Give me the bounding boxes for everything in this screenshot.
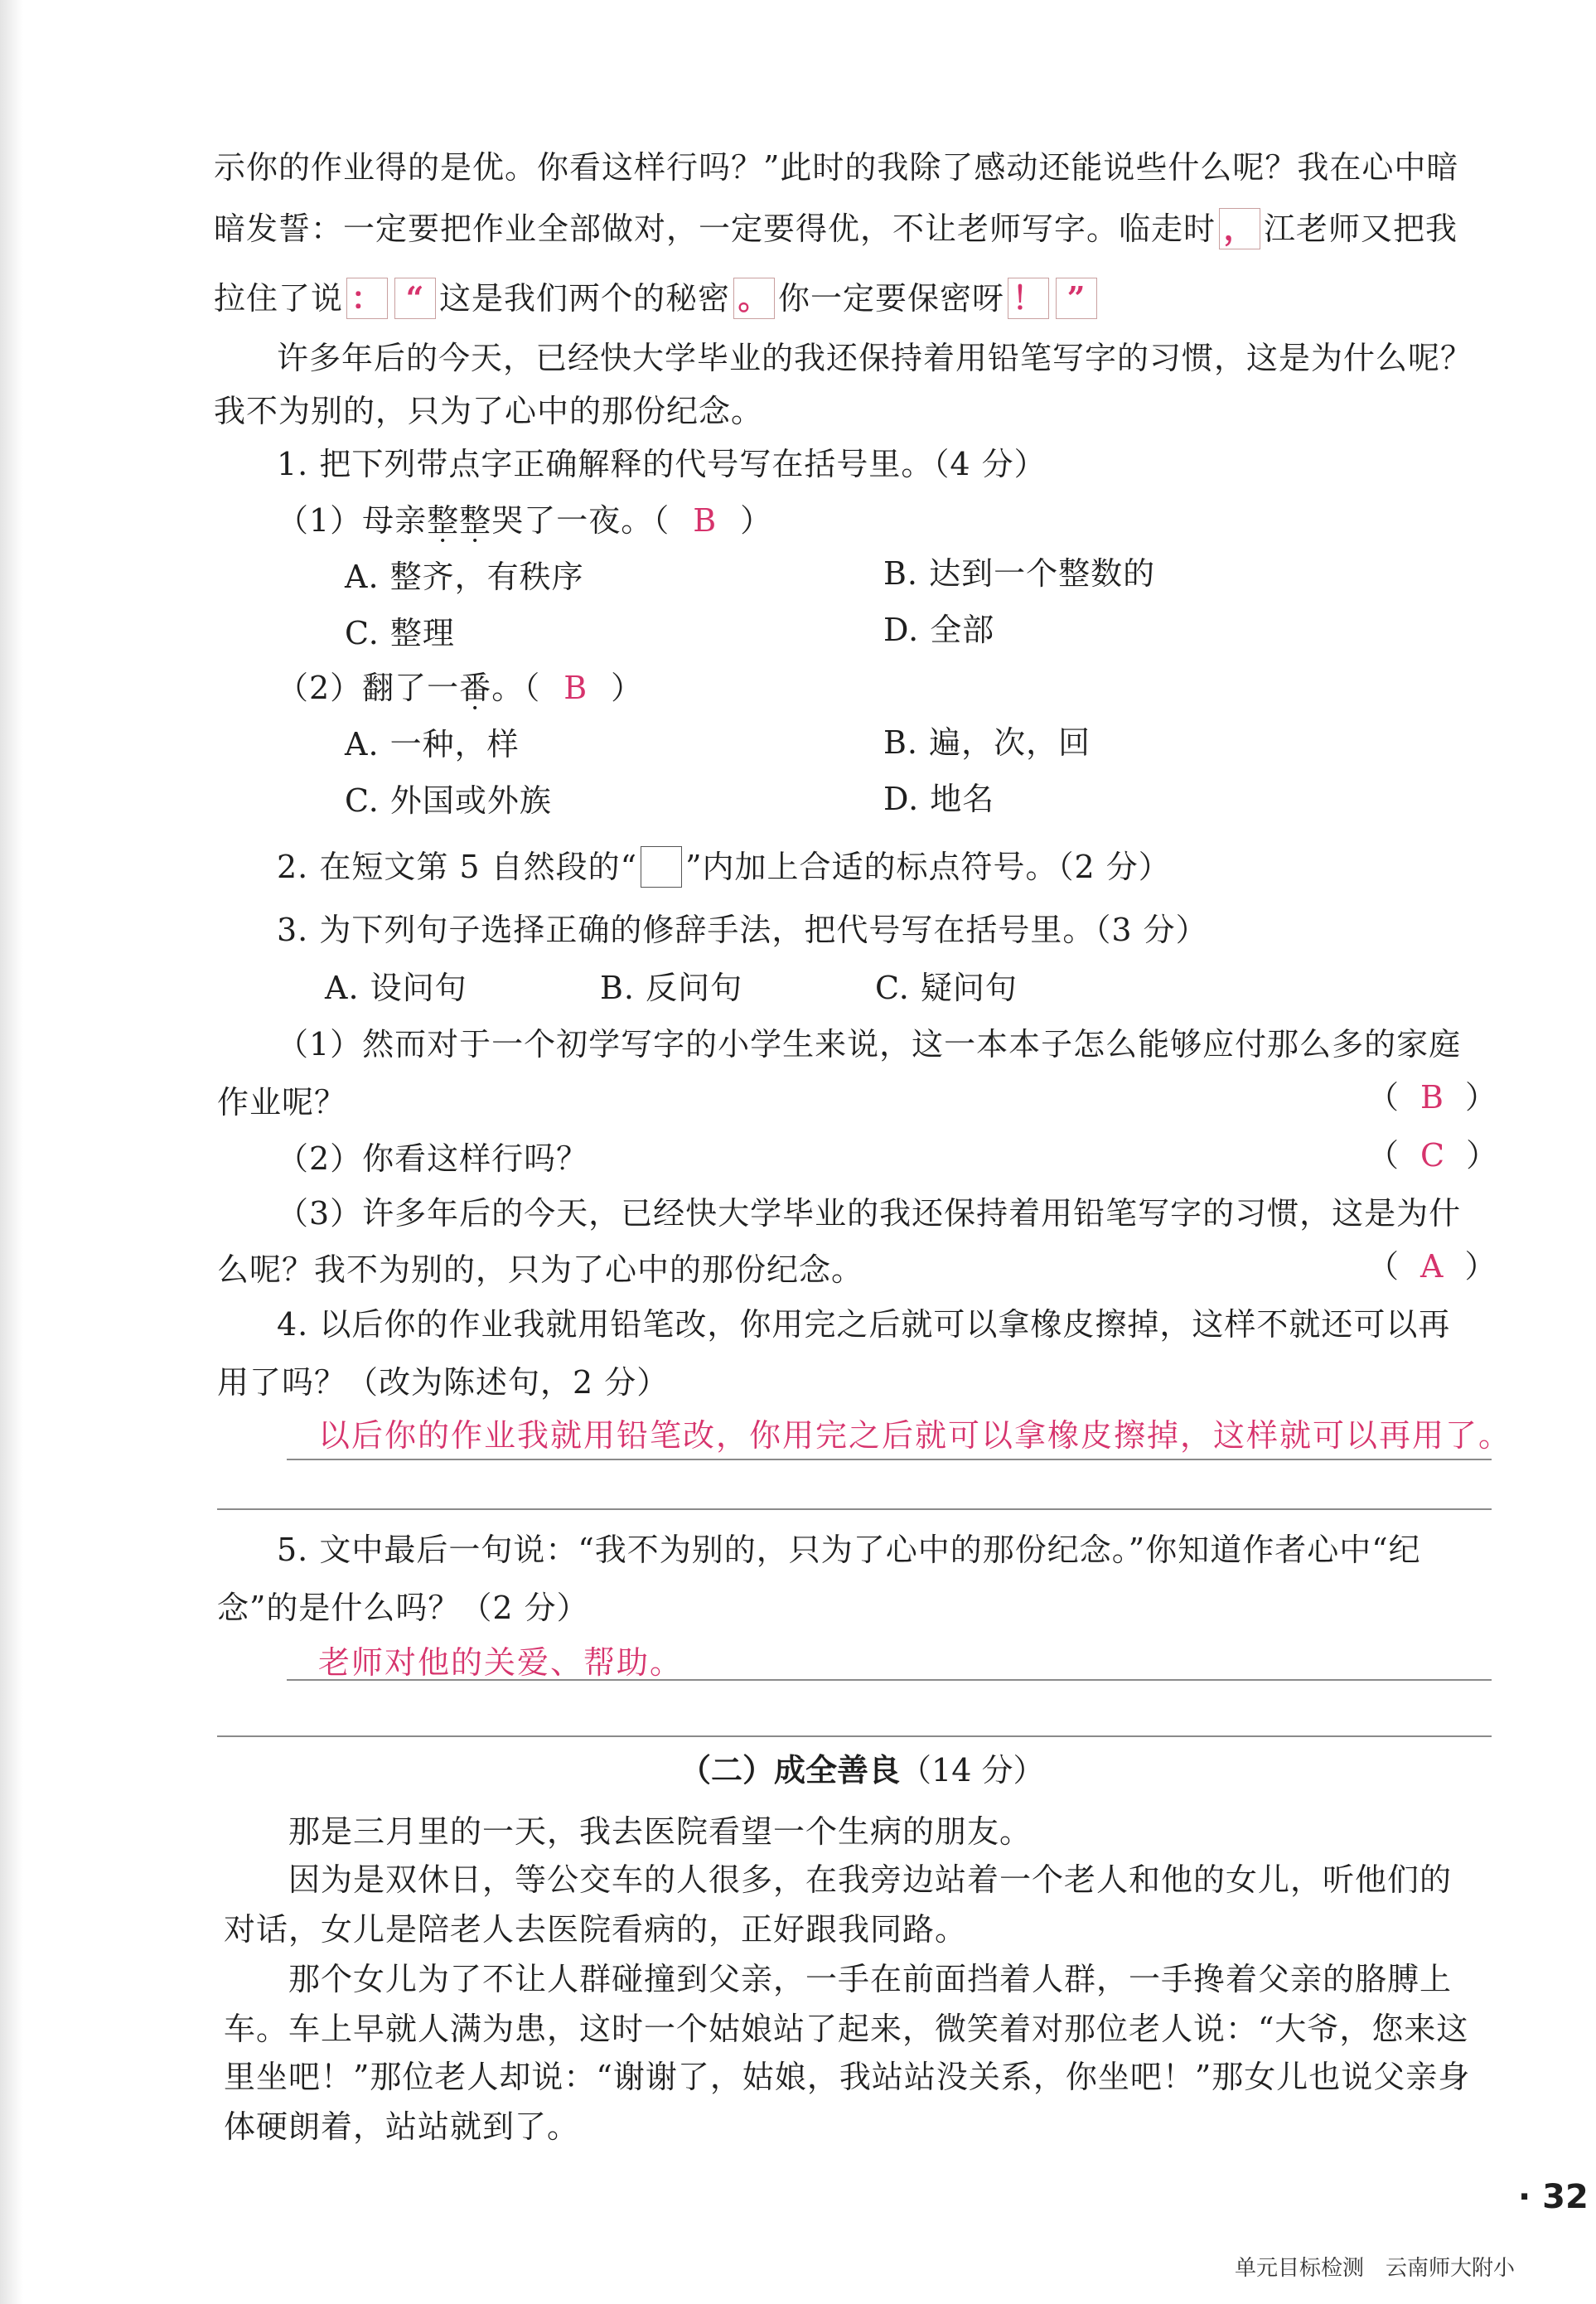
section-score: （14 分） [900,1752,1045,1789]
answer-text: B [563,670,588,706]
passage-line: 我不为别的，只为了心中的那份纪念。 [214,393,764,429]
q3-sentence: （2）你看这样行吗？ [277,1140,589,1177]
answer-paren [1367,1135,1497,1175]
paren-close: ） [1464,1079,1497,1116]
answer-text: C [1420,1137,1445,1174]
paren-open: （ [1367,1079,1400,1116]
passage-line: 体硬朗着，站站就到了。 [224,2108,580,2145]
passage-line: 车。车上早就人满为患，这时一个姑娘站了起来，微笑着对那位老人说：“大爷，您来这 [224,2011,1469,2047]
answer-rule [217,1508,1492,1510]
option: B. 达到一个整数的 [883,555,1156,592]
dotted-char: 番 [459,670,492,706]
passage-text: 江老师又把我 [1264,211,1458,247]
option: A. 设问句 [325,970,467,1006]
paren-close: ） [1466,1137,1498,1174]
passage-text: 你一定要保密呀 [778,280,1005,317]
question-5: 5. 文中最后一句说：“我不为别的，只为了心中的那份纪念。”你知道作者心中“纪 [277,1532,1421,1568]
sub-text: 哭了一夜。（ [491,502,670,539]
page-edge-shadow [0,0,23,2304]
passage-line: 许多年后的今天，已经快大学毕业的我还保持着用铅笔写字的习惯，这是为什么呢？ [277,340,1473,376]
section-title: （二）成全善良 [680,1752,901,1789]
dotted-char: 整 [459,502,492,539]
answer-rule [287,1679,1492,1681]
paren-open: （ [1367,1137,1400,1174]
option: A. 整齐，有秩序 [345,559,584,595]
sub-text: ） [611,670,644,706]
sub-text: （2）翻了一 [277,670,460,706]
sub-text: 。（ [491,670,541,706]
answer-paren [1367,1077,1497,1117]
q5-answer: 老师对他的关爱、帮助。 [318,1644,684,1681]
question-4: 4. 以后你的作业我就用铅笔改，你用完之后就可以拿橡皮擦掉，这样不就还可以再 [277,1306,1451,1343]
passage-line: 里坐吧！”那位老人却说：“谢谢了，姑娘，我站站没关系，你坐吧！”那女儿也说父亲身 [224,2059,1471,2095]
passage-text: 暗发誓：一定要把作业全部做对，一定要得优，不让老师写字。临走时 [214,211,1216,247]
passage-line [214,278,1100,322]
passage-text: 拉住了说 [214,280,344,317]
question-4: 用了吗？（改为陈述句，2 分） [217,1364,670,1401]
answer-text: B [693,502,718,539]
answer-text: B [1420,1079,1444,1116]
q3-sentence: （3）许多年后的今天，已经快大学毕业的我还保持着用铅笔写字的习惯，这是为什 [277,1195,1462,1232]
answer-rule [287,1459,1492,1460]
option: D. 地名 [883,781,995,817]
section-heading [680,1750,1044,1790]
punctuation-box: ： [346,278,388,319]
page-number: · 32 [1518,2178,1589,2216]
option: C. 整理 [345,615,455,651]
answer-rule [217,1735,1492,1737]
question-1-sub1 [277,501,772,540]
passage-line: 对话，女儿是陪老人去医院看病的，正好跟我同路。 [224,1911,968,1948]
passage-line [214,209,1458,253]
punctuation-box: ！ [1008,278,1049,319]
empty-box [641,846,682,888]
question-1-title: 1. 把下列带点字正确解释的代号写在括号里。（4 分） [277,446,1047,482]
option: B. 遍，次，回 [883,724,1091,761]
option: B. 反问句 [600,970,743,1006]
q3-sentence: 么呢？我不为别的，只为了心中的那份纪念。 [217,1251,864,1288]
q3-sentence: 作业呢？ [217,1084,347,1121]
question-1-sub2 [277,668,643,708]
question-5: 念”的是什么吗？（2 分） [217,1590,589,1626]
sub-text: ） [740,502,773,539]
q3-sentence: （1）然而对于一个初学写字的小学生来说，这一本本子怎么能够应付那么多的家庭 [277,1026,1462,1062]
passage-line: 示你的作业得的是优。你看这样行吗？”此时的我除了感动还能说些什么呢？我在心中暗 [214,149,1459,186]
sub-text: 2. 在短文第 5 自然段的“ [277,849,638,885]
answer-paren [1367,1246,1496,1286]
passage-text: 这是我们两个的秘密 [439,280,731,317]
question-2 [277,847,1171,891]
dotted-char: 整 [427,502,460,539]
option: C. 外国或外族 [345,782,552,819]
option: C. 疑问句 [875,970,1018,1006]
passage-line: 那是三月里的一天，我去医院看望一个生病的朋友。 [288,1813,1033,1850]
punctuation-box: ” [1056,278,1097,319]
punctuation-box: ， [1219,208,1260,249]
punctuation-box: 。 [733,278,775,319]
option: D. 全部 [883,612,995,648]
option: A. 一种，样 [345,726,520,762]
footer-text: 单元目标检测 云南师大附小 [1235,2256,1516,2281]
q4-answer: 以后你的作业我就用铅笔改，你用完之后就可以拿橡皮擦掉，这样就可以再用了。 [318,1417,1512,1454]
sub-text: ”内加上合适的标点符号。（2 分） [685,849,1171,885]
punctuation-box: “ [394,278,436,319]
answer-text: A [1420,1248,1444,1285]
sub-text: （1）母亲 [277,502,428,539]
passage-line: 那个女儿为了不让人群碰撞到父亲，一手在前面挡着人群，一手搀着父亲的胳膊上 [288,1961,1453,1997]
paren-open: （ [1367,1248,1400,1285]
passage-line: 因为是双休日，等公交车的人很多，在我旁边站着一个老人和他的女儿，听他们的 [288,1861,1453,1898]
paren-close: ） [1464,1248,1497,1285]
question-3-title: 3. 为下列句子选择正确的修辞手法，把代号写在括号里。（3 分） [277,912,1208,948]
